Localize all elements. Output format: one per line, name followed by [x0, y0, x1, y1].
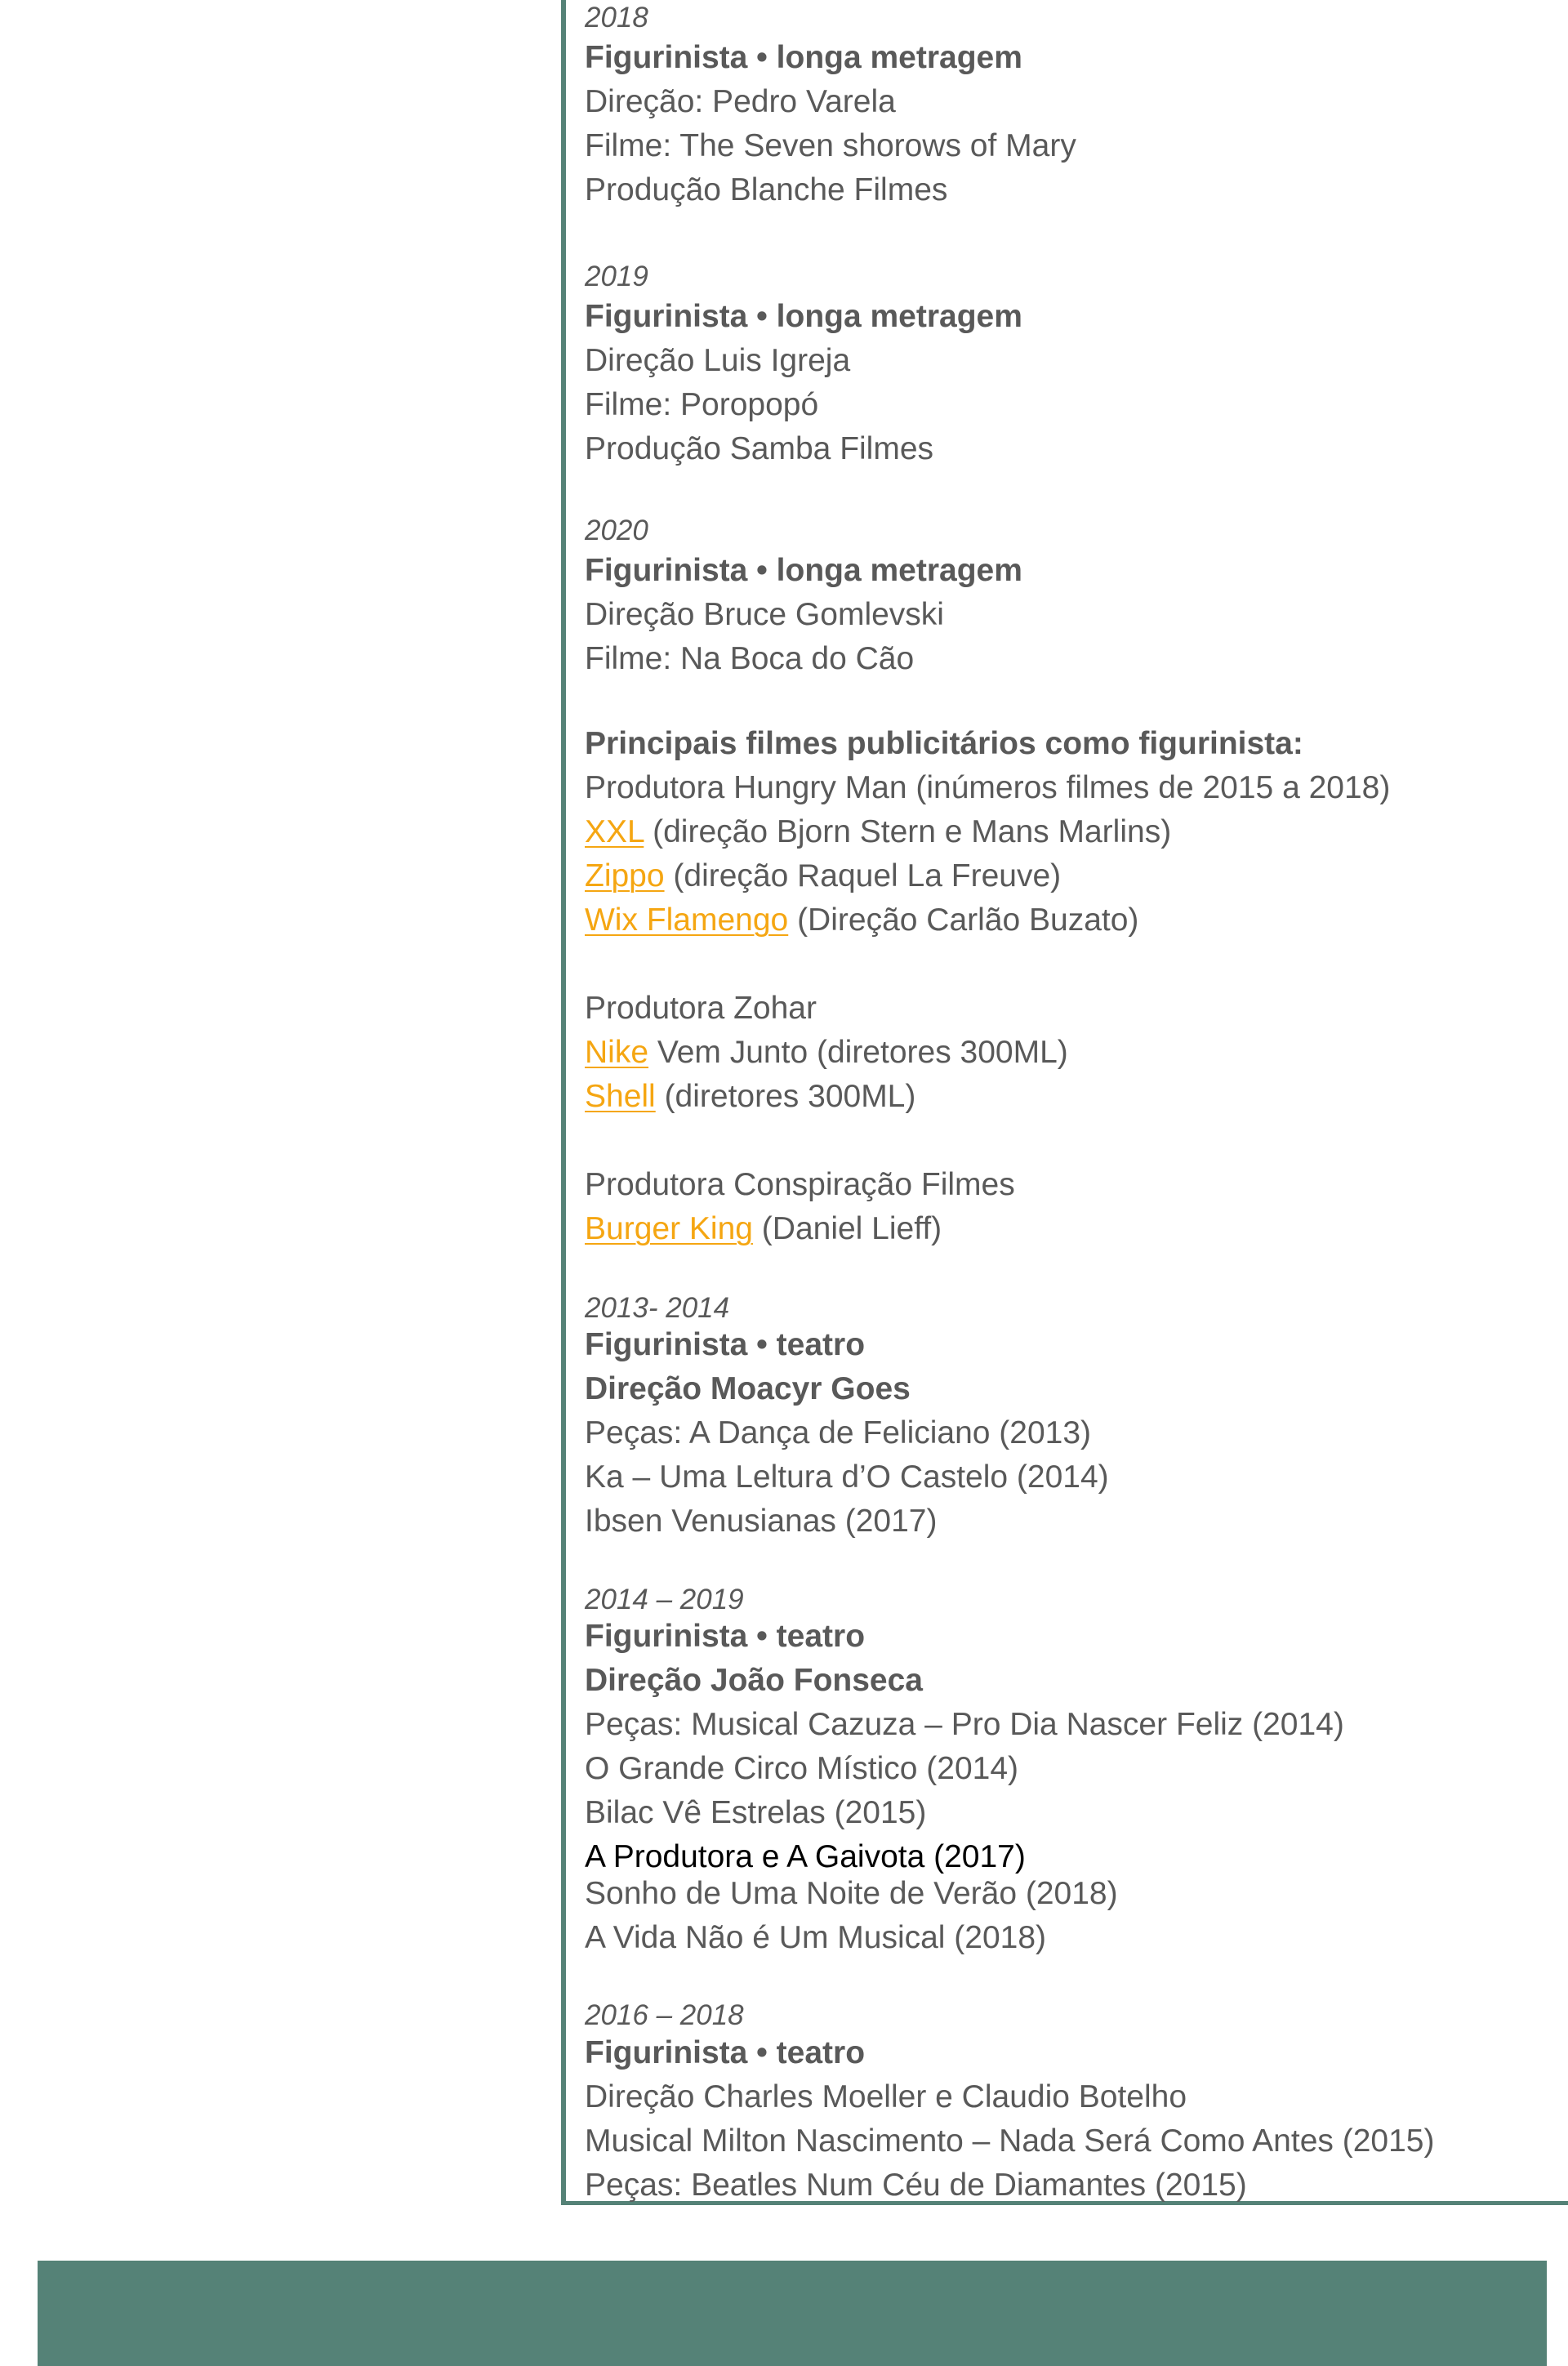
- ad-detail: (direção Raquel La Freuve): [664, 858, 1062, 893]
- ad-link-wix-flamengo[interactable]: Wix Flamengo: [585, 902, 789, 938]
- ad-link-zippo[interactable]: Zippo: [585, 858, 665, 893]
- ad-link-xxl[interactable]: XXL: [585, 814, 644, 849]
- credit-line: O Grande Circo Místico (2014): [585, 1751, 1019, 1786]
- producer-line: Produtora Hungry Man (inúmeros filmes de 2015 a 2018): [585, 770, 1391, 805]
- director-line: Direção João Fonseca: [585, 1663, 923, 1698]
- credit-line: Filme: Poropopó: [585, 387, 819, 422]
- ad-link-shell[interactable]: Shell: [585, 1079, 656, 1114]
- role-title: Figurinista • longa metragem: [585, 40, 1022, 75]
- footer-bar: [38, 2261, 1547, 2366]
- credit-line: Produção Samba Filmes: [585, 431, 934, 466]
- ad-link-nike[interactable]: Nike: [585, 1035, 649, 1070]
- credit-line: Direção Charles Moeller e Claudio Botelho: [585, 2079, 1187, 2114]
- ad-detail: (Direção Carlão Buzato): [788, 902, 1139, 938]
- credit-line: Ibsen Venusianas (2017): [585, 1504, 938, 1539]
- credit-line: A Vida Não é Um Musical (2018): [585, 1920, 1047, 1955]
- credit-line: A Produtora e A Gaivota (2017): [585, 1839, 1026, 1874]
- credit-line: Direção Luis Igreja: [585, 343, 851, 378]
- ads-heading: Principais filmes publicitários como figurinista:: [585, 726, 1303, 761]
- credit-line: Filme: Na Boca do Cão: [585, 641, 915, 676]
- producer-line: Produtora Zohar: [585, 991, 817, 1026]
- role-title: Figurinista • teatro: [585, 2035, 866, 2070]
- credit-line: Peças: A Dança de Feliciano (2013): [585, 1415, 1092, 1450]
- year-label: 2014 – 2019: [585, 1584, 744, 1615]
- year-label: 2013- 2014: [585, 1292, 730, 1324]
- credit-line: Bilac Vê Estrelas (2015): [585, 1795, 927, 1830]
- year-label: 2018: [585, 2, 648, 33]
- credit-line: Filme: The Seven shorows of Mary: [585, 128, 1076, 163]
- credit-line: Sonho de Uma Noite de Verão (2018): [585, 1876, 1118, 1911]
- ad-item: [585, 1075, 915, 1119]
- director-line: Direção Moacyr Goes: [585, 1371, 911, 1406]
- ad-item: [585, 854, 1061, 898]
- ad-item: [585, 898, 1138, 942]
- year-label: 2020: [585, 515, 648, 546]
- ad-item: [585, 1031, 1068, 1075]
- role-title: Figurinista • teatro: [585, 1327, 866, 1362]
- credit-line: Peças: Beatles Num Céu de Diamantes (2015): [585, 2168, 1247, 2203]
- year-label: 2016 – 2018: [585, 1999, 744, 2031]
- role-title: Figurinista • longa metragem: [585, 553, 1022, 588]
- ad-detail: (Daniel Lieff): [752, 1211, 942, 1246]
- year-label: 2019: [585, 261, 648, 292]
- ad-detail: (diretores 300ML): [655, 1079, 916, 1114]
- ad-item: [585, 1207, 942, 1251]
- credit-line: Musical Milton Nascimento – Nada Será Como Antes (2015): [585, 2123, 1435, 2159]
- ad-item: [585, 810, 1171, 854]
- credit-line: Produção Blanche Filmes: [585, 172, 948, 207]
- credit-line: Peças: Musical Cazuza – Pro Dia Nascer Feliz (2014): [585, 1707, 1344, 1742]
- role-title: Figurinista • longa metragem: [585, 299, 1022, 334]
- ad-detail: (direção Bjorn Stern e Mans Marlins): [644, 814, 1172, 849]
- credit-line: Direção: Pedro Varela: [585, 84, 896, 119]
- ad-link-burger-king[interactable]: Burger King: [585, 1211, 753, 1246]
- role-title: Figurinista • teatro: [585, 1619, 866, 1654]
- ad-detail: Vem Junto (diretores 300ML): [648, 1035, 1068, 1070]
- credit-line: Ka – Uma Leltura d’O Castelo (2014): [585, 1459, 1109, 1495]
- credit-line: Direção Bruce Gomlevski: [585, 597, 944, 632]
- producer-line: Produtora Conspiração Filmes: [585, 1167, 1015, 1202]
